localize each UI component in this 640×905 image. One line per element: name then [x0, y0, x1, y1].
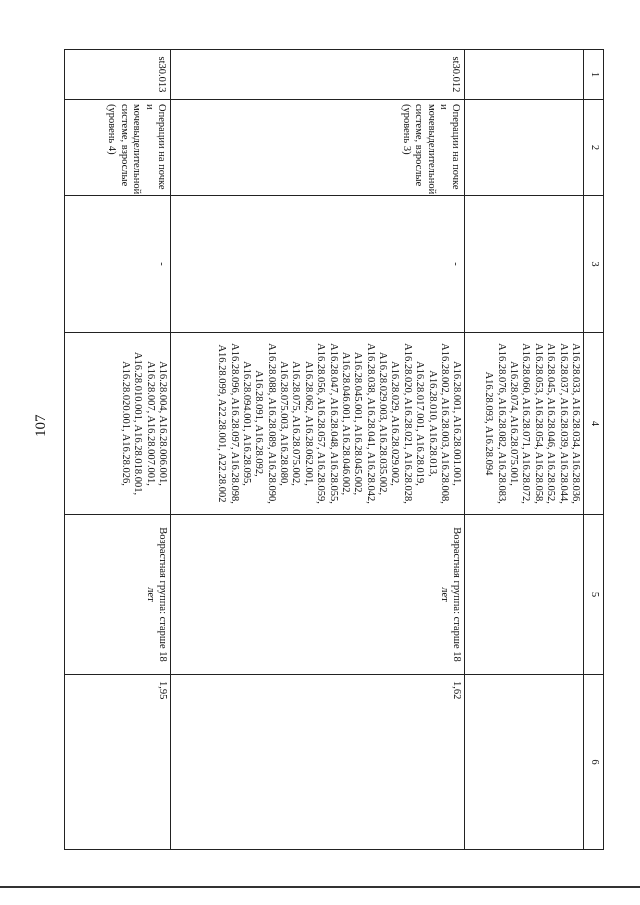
cell-empty: [465, 675, 584, 850]
row-name: Операции на почке и мочевыделительной системе, взрослые (уровень 4): [65, 100, 171, 196]
row-coefficient: 1,95: [65, 675, 171, 850]
cell-empty: [465, 196, 584, 333]
header-col-5: 5: [583, 515, 603, 675]
cell-empty: [465, 100, 584, 196]
row-col3: -: [65, 196, 171, 333]
codes-continuation: A16.28.033, A16.28.034, A16.28.036, A16.28.037, A16.28.039, A16.28.044, A16.28.045, A16.28.046, A16.28.052, A16.28.053, A16.28.054, A16.28.058, A16.28.060, A16.28.071, A16.28.072, A16.28.074, A16.28.075.001, A16.28.076, A16.28.082, A16.28.083, A16.28.093, A16.28.094: [465, 333, 584, 515]
header-col-1: 1: [583, 50, 603, 100]
header-col-4: 4: [583, 333, 603, 515]
table-row: [65, 50, 171, 850]
row-codes: A16.28.001, A16.28.001.001, A16.28.002, A16.28.003, A16.28.008, A16.28.010, A16.28.013, A16.28.017.001, A16.28.019, A16.28.020, A16.28.021, A16.28.028, A16.28.029, A16.28.029.002, A16.28.029.003, A16.28.035.002, A16.28.038, A16.28.041, A16.28.042, A16.28.045.001, A16.28.045.002, A16.28.046.001, A16.28.046.002, A16.28.047, A16.28.048, A16.28.055, A16.28.056, A16.28.057, A16.28.059, A16.28.062, A16.28.062.001, A16.28.075, A16.28.075.002, A16.28.075.003, A16.28.080, A16.28.088, A16.28.089, A16.28.090, A16.28.091, A16.28.092, A16.28.094.001, A16.28.095, A16.28.096, A16.28.097, A16.28.098, A16.28.099, A22.28.001, A22.28.002: [170, 333, 464, 515]
table-row-continuation: [465, 50, 584, 850]
scan-edge-line: [0, 886, 640, 888]
header-col-3: 3: [583, 196, 603, 333]
row-age-group: Возрастная группа: старше 18 лет: [170, 515, 464, 675]
table-row: [170, 50, 464, 850]
row-code: st30.012: [170, 50, 464, 100]
row-name: Операции на почке и мочевыделительной системе, взрослые (уровень 3): [170, 100, 464, 196]
tariff-table-rotated: [64, 49, 604, 849]
cell-empty: [465, 515, 584, 675]
row-codes: A16.28.004, A16.28.006.001, A16.28.007, A16.28.007.001, A16.28.010.001, A16.28.018.001, A16.28.020.001, A16.28.026,: [65, 333, 171, 515]
row-col3: -: [170, 196, 464, 333]
tariff-table: [64, 49, 604, 850]
page-number: 107: [33, 414, 49, 437]
header-row: [583, 50, 603, 850]
header-col-6: 6: [583, 675, 603, 850]
cell-empty: [465, 50, 584, 100]
header-col-2: 2: [583, 100, 603, 196]
row-code: st30.013: [65, 50, 171, 100]
row-age-group: Возрастная группа: старше 18 лет: [65, 515, 171, 675]
row-coefficient: 1,62: [170, 675, 464, 850]
